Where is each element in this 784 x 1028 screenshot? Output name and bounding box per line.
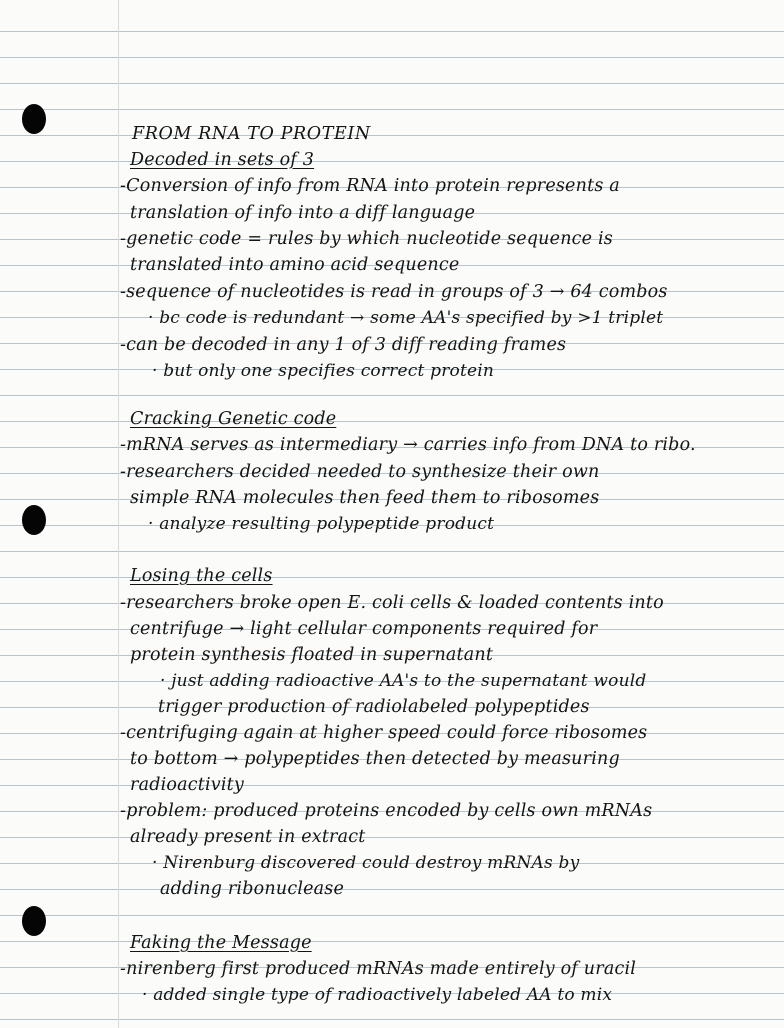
punch-hole [22, 505, 46, 535]
note-line: protein synthesis floated in supernatant [130, 645, 494, 665]
note-line: -nirenberg first produced mRNAs made entirely of uracil [120, 959, 637, 979]
note-line: radioactivity [130, 775, 245, 795]
note-line: · but only one specifies correct protein [152, 361, 495, 381]
note-line: trigger production of radiolabeled polypeptides [158, 697, 590, 717]
note-line: -genetic code = rules by which nucleotide sequence is [120, 229, 613, 249]
punch-hole [22, 104, 46, 134]
note-line: · bc code is redundant → some AA's specified by >1 triplet [148, 308, 664, 328]
note-line: -sequence of nucleotides is read in groups of 3 → 64 combos [120, 282, 668, 302]
note-line: -centrifuging again at higher speed could force ribosomes [120, 723, 648, 743]
margin-line [118, 0, 119, 1028]
note-line: -researchers decided needed to synthesize their own [120, 462, 600, 482]
note-line: translated into amino acid sequence [130, 255, 460, 275]
note-line: adding ribonuclease [160, 879, 345, 899]
note-line: · added single type of radioactively labeled AA to mix [142, 985, 613, 1005]
page-title: FROM RNA TO PROTEIN [132, 124, 371, 144]
note-line: -researchers broke open E. coli cells & loaded contents into [120, 593, 664, 613]
section-heading: Cracking Genetic code [130, 409, 337, 429]
punch-hole [22, 906, 46, 936]
note-line: · analyze resulting polypeptide product [148, 514, 495, 534]
note-line: already present in extract [130, 827, 366, 847]
note-line: -Conversion of info from RNA into protein represents a [120, 176, 620, 196]
note-line: -problem: produced proteins encoded by cells own mRNAs [120, 801, 653, 821]
note-line: -can be decoded in any 1 of 3 diff reading frames [120, 335, 567, 355]
note-line: simple RNA molecules then feed them to ribosomes [130, 488, 600, 508]
note-line: translation of info into a diff language [130, 203, 476, 223]
section-heading: Faking the Message [130, 933, 312, 953]
note-line: · Nirenburg discovered could destroy mRNAs by [152, 853, 580, 873]
section-heading: Losing the cells [130, 566, 273, 586]
note-line: · just adding radioactive AA's to the supernatant would [160, 671, 647, 691]
section-heading: Decoded in sets of 3 [130, 150, 315, 170]
note-line: -mRNA serves as intermediary → carries info from DNA to ribo. [120, 435, 696, 455]
note-line: centrifuge → light cellular components required for [130, 619, 598, 639]
note-line: to bottom → polypeptides then detected by measuring [130, 749, 620, 769]
